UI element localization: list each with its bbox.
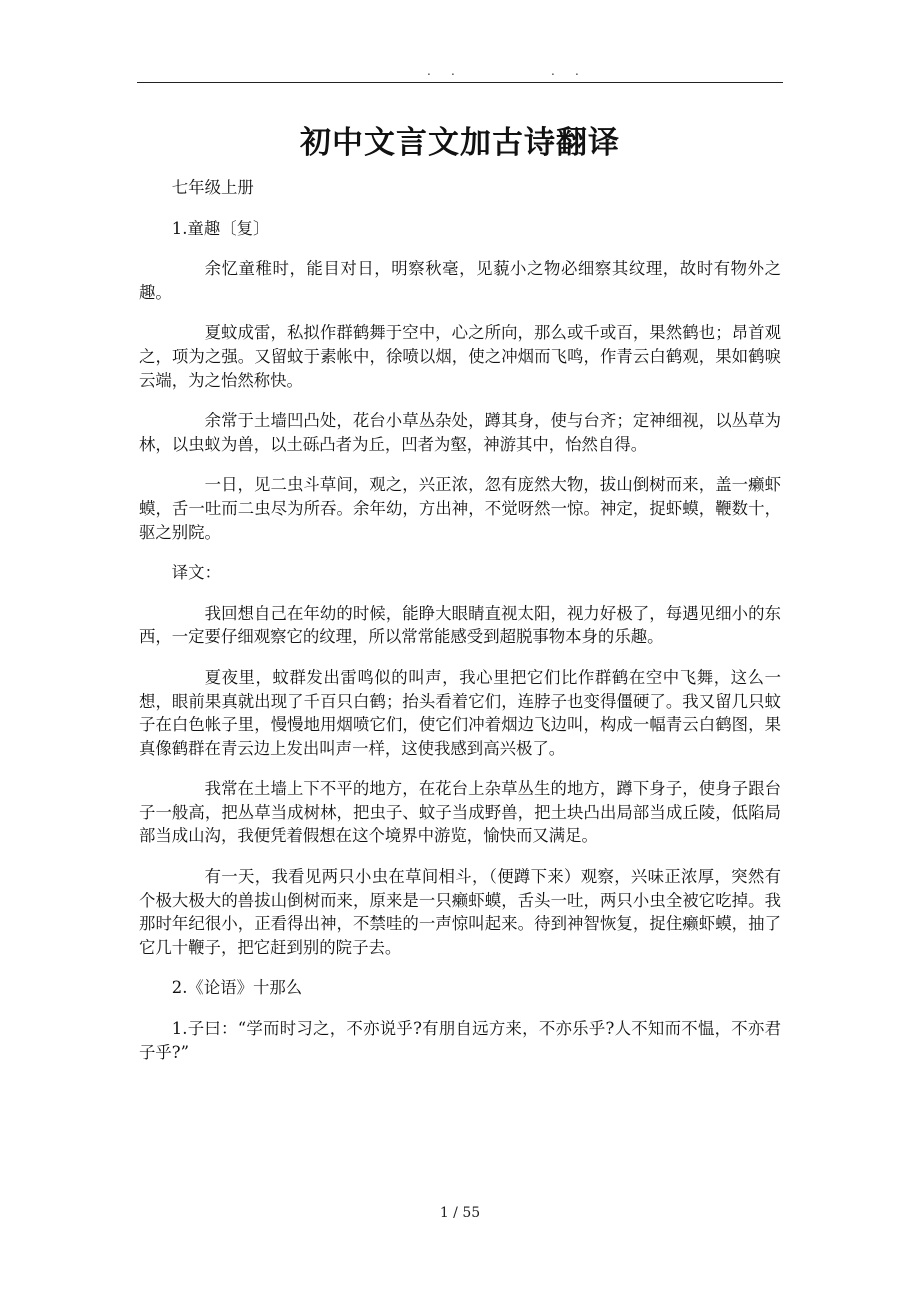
header-dot: .	[575, 64, 579, 78]
header-rule	[137, 82, 783, 83]
translation-paragraph: 我常在土墙上下不平的地方，在花台上杂草丛生的地方，蹲下身子，使身子跟台子一般高，把丛草当成树林，把虫子、蚊子当成野兽，把土块凸出局部当成丘陵，低陷局部当成山沟，我便凭着假想在这个境界中游览，愉快而又满足。	[139, 779, 781, 846]
analects-quote: 1.子曰：“学而时习之，不亦说乎?有朋自远方来，不亦乐乎?人不知而不愠，不亦君子乎?”	[139, 1019, 781, 1062]
translation-paragraph: 夏夜里，蚊群发出雷鸣似的叫声，我心里把它们比作群鹤在空中飞舞，这么一想，眼前果真就出现了千百只白鹤；抬头看着它们，连脖子也变得僵硬了。我又留几只蚊子在白色帐子里，慢慢地用烟喷它们，使它们冲着烟边飞边叫，构成一幅青云白鹤图，果真像鹤群在青云边上发出叫声一样，这使我感到高兴极了。	[139, 667, 781, 758]
grade-heading: 七年级上册	[171, 178, 254, 197]
page-title: 初中文言文加古诗翻译	[300, 124, 620, 161]
translation-paragraph: 我回想自己在年幼的时候，能睁大眼睛直视太阳，视力好极了，每遇见细小的东西，一定要仔细观察它的纹理，所以常常能感受到超脱事物本身的乐趣。	[139, 603, 781, 647]
translation-label: 译文：	[171, 563, 221, 583]
document-body	[139, 176, 781, 1081]
classical-text-paragraph: 夏蚊成雷，私拟作群鹤舞于空中，心之所向，那么或千或百，果然鹤也；昂首观之，项为之强。又留蚊于素帐中，徐喷以烟，使之冲烟而飞鸣，作青云白鹤观，果如鹤唳云端，为之怡然称快。	[139, 323, 781, 390]
section-heading: 1.童趣〔复〕	[171, 218, 270, 238]
header-marks	[137, 64, 783, 80]
header-dot: .	[451, 64, 455, 78]
translation-paragraph: 有一天，我看见两只小虫在草间相斗，（便蹲下来）观察，兴味正浓厚，突然有个极大极大的兽拔山倒树而来，原来是一只癞虾蟆，舌头一吐，两只小虫全被它吃掉。我那时年纪很小，正看得出神，不禁哇的一声惊叫起来。待到神智恢复，捉住癞虾蟆，抽了它几十鞭子，把它赶到别的院子去。	[139, 867, 781, 957]
header-dot: .	[551, 64, 555, 78]
header-dot: .	[427, 64, 431, 78]
classical-text-paragraph: 余常于土墙凹凸处，花台小草丛杂处，蹲其身，使与台齐；定神细视，以丛草为林，以虫蚁为兽，以土砾凸者为丘，凹者为壑，神游其中，怡然自得。	[139, 411, 781, 454]
section-heading: 2.《论语》十那么	[171, 978, 303, 998]
classical-text-paragraph: 一日，见二虫斗草间，观之，兴正浓，忽有庞然大物，拔山倒树而来，盖一癞虾蟆，舌一吐而二虫尽为所吞。余年幼，方出神，不觉呀然一惊。神定，捉虾蟆，鞭数十，驱之别院。	[139, 475, 781, 542]
page-number: 1 / 55	[439, 1205, 481, 1221]
classical-text-paragraph: 余忆童稚时，能目对日，明察秋毫，见藐小之物必细察其纹理，故时有物外之趣。	[139, 259, 781, 302]
